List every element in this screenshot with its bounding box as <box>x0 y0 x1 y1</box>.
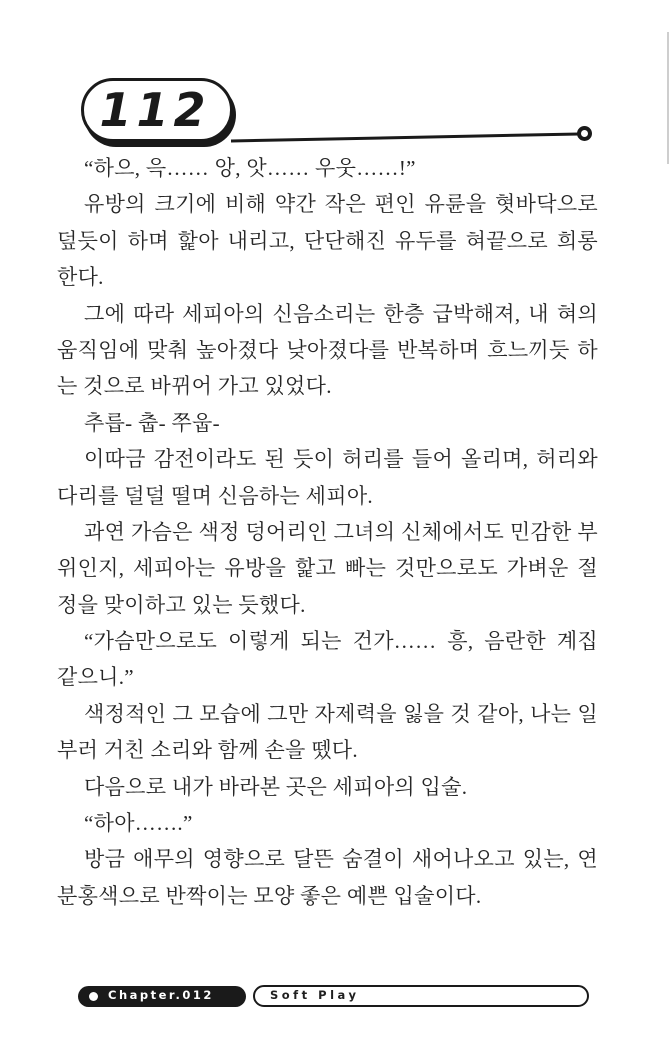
chapter-dot-icon <box>89 992 98 1001</box>
page-number-badge <box>81 78 233 142</box>
section-label: Soft Play <box>270 987 360 1002</box>
text-line: “하으, 윽…… 앙, 앗…… 우웃……!” <box>84 156 416 180</box>
chapter-badge <box>78 986 246 1007</box>
text-line: “하아…….” <box>84 811 193 836</box>
text-line: 정을 맞이하고 있는 듯했다. <box>57 592 306 617</box>
text-line: 과연 가슴은 색정 덩어리인 그녀의 신체에서도 민감한 부 <box>84 519 598 544</box>
text-line: 분홍색으로 반짝이는 모양 좋은 예쁜 입술이다. <box>57 883 482 908</box>
rule-end-ring-icon <box>577 126 592 141</box>
chapter-label: Chapter.012 <box>108 988 214 1003</box>
text-line: 위인지, 세피아는 유방을 핥고 빠는 것만으로도 가벼운 절 <box>57 556 598 581</box>
text-line: 덮듯이 하며 핥아 내리고, 단단해진 유두를 혀끝으로 희롱 <box>57 228 598 253</box>
body-text <box>57 150 598 914</box>
section-pill <box>253 985 589 1007</box>
text-line: 다리를 덜덜 떨며 신음하는 세피아. <box>57 483 373 508</box>
scan-edge-artifact <box>667 32 669 164</box>
text-line: 이따금 감전이라도 된 듯이 허리를 들어 올리며, 허리와 <box>84 447 598 472</box>
text-line: 움직임에 맞춰 높아졌다 낮아졌다를 반복하며 흐느끼듯 하 <box>57 337 598 362</box>
text-line: 추릅- 춥- 쭈웁- <box>84 410 220 435</box>
text-line: 는 것으로 바뀌어 가고 있었다. <box>57 374 332 399</box>
text-line: “가슴만으로도 이렇게 되는 건가…… 흥, 음란한 계집 <box>84 629 598 654</box>
text-line: 다음으로 내가 바라본 곳은 세피아의 입술. <box>84 774 468 799</box>
text-line: 유방의 크기에 비해 약간 작은 편인 유륜을 혓바닥으로 <box>84 192 598 217</box>
text-line: 방금 애무의 영향으로 달뜬 숨결이 새어나오고 있는, 연 <box>84 847 598 872</box>
text-line: 같으니.” <box>57 665 134 690</box>
text-line: 색정적인 그 모습에 그만 자제력을 잃을 것 같아, 나는 일 <box>84 701 598 726</box>
text-line: 그에 따라 세피아의 신음소리는 한층 급박해져, 내 혀의 <box>84 301 598 326</box>
text-line: 한다. <box>57 265 104 290</box>
header-rule <box>230 122 582 146</box>
page-number: 112 <box>99 83 211 137</box>
text-line: 부러 거친 소리와 함께 손을 뗐다. <box>57 738 358 763</box>
